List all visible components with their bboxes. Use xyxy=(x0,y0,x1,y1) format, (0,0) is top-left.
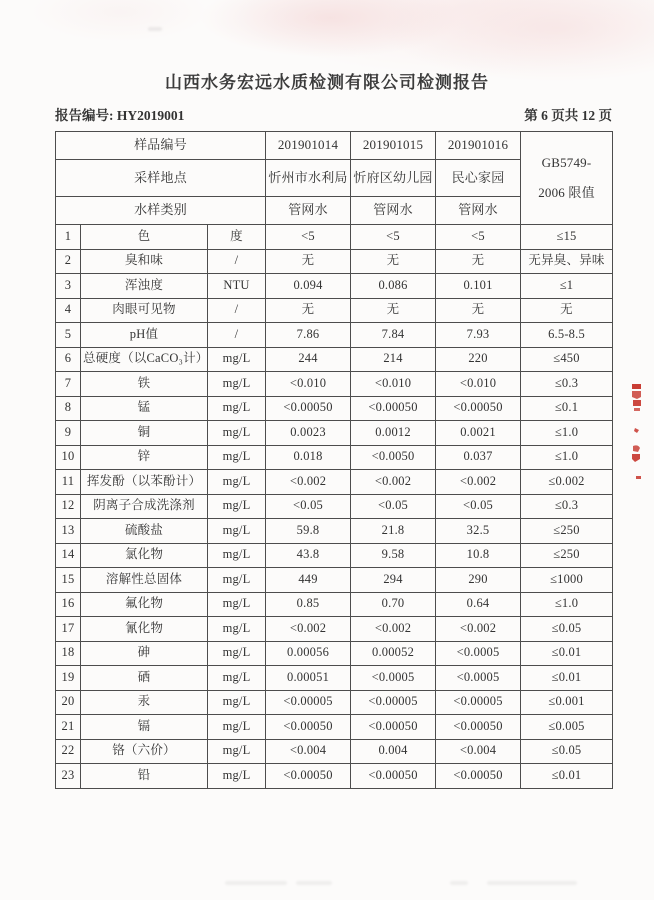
location-label: 采样地点 xyxy=(56,160,266,197)
row-number: 23 xyxy=(56,764,81,789)
scan-artifact xyxy=(487,881,577,885)
result-sample-3: 0.0021 xyxy=(436,421,521,446)
standard-limit: ≤15 xyxy=(521,225,613,250)
row-number: 8 xyxy=(56,396,81,421)
sample-id-3: 201901016 xyxy=(436,132,521,160)
standard-limit: ≤1000 xyxy=(521,568,613,593)
water-type-3: 管网水 xyxy=(436,197,521,225)
result-sample-3: 10.8 xyxy=(436,543,521,568)
parameter-unit: mg/L xyxy=(208,715,266,740)
result-sample-2: 21.8 xyxy=(351,519,436,544)
report-number: 报告编号: HY2019001 xyxy=(55,108,185,123)
result-sample-1: <0.00050 xyxy=(266,764,351,789)
limit-header-line2: 2006 限值 xyxy=(538,185,595,200)
standard-limit: ≤450 xyxy=(521,347,613,372)
standard-limit: ≤250 xyxy=(521,543,613,568)
scan-artifact xyxy=(225,881,287,885)
result-sample-1: 0.094 xyxy=(266,274,351,299)
result-sample-2: <0.010 xyxy=(351,372,436,397)
result-sample-3: <0.0005 xyxy=(436,641,521,666)
result-sample-2: <0.002 xyxy=(351,617,436,642)
result-sample-3: 220 xyxy=(436,347,521,372)
parameter-unit: mg/L xyxy=(208,543,266,568)
standard-limit: ≤1 xyxy=(521,274,613,299)
result-sample-1: <0.004 xyxy=(266,739,351,764)
result-sample-2: <0.00050 xyxy=(351,764,436,789)
parameter-name: 铅 xyxy=(81,764,208,789)
parameter-name: 镉 xyxy=(81,715,208,740)
parameter-unit: NTU xyxy=(208,274,266,299)
standard-limit: 6.5-8.5 xyxy=(521,323,613,348)
parameter-unit: mg/L xyxy=(208,519,266,544)
table-row xyxy=(56,274,613,299)
result-sample-1: 7.86 xyxy=(266,323,351,348)
table-row xyxy=(56,617,613,642)
parameter-unit: / xyxy=(208,249,266,274)
parameter-unit: mg/L xyxy=(208,568,266,593)
standard-limit: ≤0.3 xyxy=(521,372,613,397)
standard-limit: ≤0.001 xyxy=(521,690,613,715)
result-sample-3: <0.010 xyxy=(436,372,521,397)
parameter-unit: mg/L xyxy=(208,347,266,372)
table-row xyxy=(56,666,613,691)
result-sample-2: 9.58 xyxy=(351,543,436,568)
row-number: 11 xyxy=(56,470,81,495)
parameter-unit: mg/L xyxy=(208,764,266,789)
standard-limit: ≤0.3 xyxy=(521,494,613,519)
table-row xyxy=(56,470,613,495)
row-number: 22 xyxy=(56,739,81,764)
row-number: 19 xyxy=(56,666,81,691)
result-sample-2: <0.002 xyxy=(351,470,436,495)
parameter-unit: / xyxy=(208,298,266,323)
row-number: 20 xyxy=(56,690,81,715)
result-sample-2: 214 xyxy=(351,347,436,372)
parameter-unit: mg/L xyxy=(208,592,266,617)
sample-id-2: 201901015 xyxy=(351,132,436,160)
result-sample-2: 7.84 xyxy=(351,323,436,348)
parameter-unit: mg/L xyxy=(208,470,266,495)
result-sample-1: 449 xyxy=(266,568,351,593)
result-sample-1: 0.018 xyxy=(266,445,351,470)
parameter-unit: mg/L xyxy=(208,445,266,470)
limit-header-line1: GB5749- xyxy=(541,154,592,170)
header-row-sample-id xyxy=(56,132,613,160)
result-sample-3: <0.0005 xyxy=(436,666,521,691)
result-sample-1: 59.8 xyxy=(266,519,351,544)
result-sample-1: 0.85 xyxy=(266,592,351,617)
result-sample-3: <0.05 xyxy=(436,494,521,519)
table-row xyxy=(56,323,613,348)
result-sample-1: 244 xyxy=(266,347,351,372)
parameter-name: 锰 xyxy=(81,396,208,421)
parameter-unit: mg/L xyxy=(208,739,266,764)
parameter-unit: mg/L xyxy=(208,617,266,642)
parameter-name: 硫酸盐 xyxy=(81,519,208,544)
table-row xyxy=(56,298,613,323)
parameter-unit: 度 xyxy=(208,225,266,250)
table-row xyxy=(56,543,613,568)
parameter-unit: mg/L xyxy=(208,690,266,715)
row-number: 5 xyxy=(56,323,81,348)
row-number: 17 xyxy=(56,617,81,642)
result-sample-1: <0.00050 xyxy=(266,396,351,421)
parameter-name: 氰化物 xyxy=(81,617,208,642)
result-sample-1: <0.05 xyxy=(266,494,351,519)
scan-artifact xyxy=(296,881,332,885)
parameter-unit: mg/L xyxy=(208,372,266,397)
parameter-name: 臭和味 xyxy=(81,249,208,274)
parameter-name: 氟化物 xyxy=(81,592,208,617)
row-number: 12 xyxy=(56,494,81,519)
standard-limit: ≤0.1 xyxy=(521,396,613,421)
parameter-unit: mg/L xyxy=(208,421,266,446)
result-sample-3: <0.002 xyxy=(436,617,521,642)
result-sample-3: <0.00050 xyxy=(436,396,521,421)
report-meta-row xyxy=(55,104,612,124)
table-row xyxy=(56,715,613,740)
parameter-name: 砷 xyxy=(81,641,208,666)
parameter-name: 阴离子合成洗涤剂 xyxy=(81,494,208,519)
table-row xyxy=(56,641,613,666)
parameter-name: pH值 xyxy=(81,323,208,348)
water-type-2: 管网水 xyxy=(351,197,436,225)
row-number: 15 xyxy=(56,568,81,593)
standard-limit: ≤0.01 xyxy=(521,641,613,666)
result-sample-2: 0.086 xyxy=(351,274,436,299)
result-sample-1: <0.010 xyxy=(266,372,351,397)
parameter-name: 铁 xyxy=(81,372,208,397)
standard-limit: ≤0.005 xyxy=(521,715,613,740)
result-sample-2: 无 xyxy=(351,249,436,274)
table-row xyxy=(56,568,613,593)
parameter-name: 铬（六价） xyxy=(81,739,208,764)
standard-limit: 无异臭、异味 xyxy=(521,249,613,274)
table-row xyxy=(56,372,613,397)
row-number: 21 xyxy=(56,715,81,740)
parameter-name: 溶解性总固体 xyxy=(81,568,208,593)
result-sample-1: 0.00056 xyxy=(266,641,351,666)
water-type-label: 水样类别 xyxy=(56,197,266,225)
result-sample-3: 290 xyxy=(436,568,521,593)
result-sample-3: <0.00050 xyxy=(436,715,521,740)
result-sample-2: 0.70 xyxy=(351,592,436,617)
scan-artifact xyxy=(450,881,468,885)
standard-limit: ≤1.0 xyxy=(521,592,613,617)
parameter-unit: / xyxy=(208,323,266,348)
parameter-name: 氯化物 xyxy=(81,543,208,568)
scan-artifact xyxy=(148,27,162,31)
water-quality-results-table xyxy=(55,131,613,789)
table-row xyxy=(56,690,613,715)
result-sample-1: <0.00005 xyxy=(266,690,351,715)
row-number: 18 xyxy=(56,641,81,666)
result-sample-3: 无 xyxy=(436,249,521,274)
parameter-name: 汞 xyxy=(81,690,208,715)
water-type-1: 管网水 xyxy=(266,197,351,225)
row-number: 1 xyxy=(56,225,81,250)
result-sample-3: 0.037 xyxy=(436,445,521,470)
result-sample-1: <0.002 xyxy=(266,617,351,642)
result-sample-3: 0.101 xyxy=(436,274,521,299)
sample-location-2: 忻府区幼儿园 xyxy=(351,160,436,197)
result-sample-2: <0.00005 xyxy=(351,690,436,715)
table-row xyxy=(56,445,613,470)
result-sample-2: <0.00050 xyxy=(351,715,436,740)
result-sample-2: 0.0012 xyxy=(351,421,436,446)
result-sample-2: <0.05 xyxy=(351,494,436,519)
result-sample-1: 0.0023 xyxy=(266,421,351,446)
result-sample-3: <5 xyxy=(436,225,521,250)
row-number: 6 xyxy=(56,347,81,372)
parameter-unit: mg/L xyxy=(208,641,266,666)
standard-limit: ≤0.01 xyxy=(521,764,613,789)
row-number: 7 xyxy=(56,372,81,397)
standard-limit: 无 xyxy=(521,298,613,323)
table-row xyxy=(56,739,613,764)
result-sample-2: <0.0005 xyxy=(351,666,436,691)
parameter-name: 硒 xyxy=(81,666,208,691)
parameter-name: 铜 xyxy=(81,421,208,446)
parameter-name: 浑浊度 xyxy=(81,274,208,299)
result-sample-2: <0.00050 xyxy=(351,396,436,421)
result-sample-1: 无 xyxy=(266,249,351,274)
sample-location-3: 民心家园 xyxy=(436,160,521,197)
parameter-name: 色 xyxy=(81,225,208,250)
result-sample-1: 无 xyxy=(266,298,351,323)
result-sample-3: <0.00005 xyxy=(436,690,521,715)
sample-id-label: 样品编号 xyxy=(56,132,266,160)
result-sample-2: 无 xyxy=(351,298,436,323)
result-sample-3: 7.93 xyxy=(436,323,521,348)
standard-limit: ≤1.0 xyxy=(521,421,613,446)
standard-limit: ≤0.002 xyxy=(521,470,613,495)
result-sample-2: <0.0050 xyxy=(351,445,436,470)
result-sample-2: 0.004 xyxy=(351,739,436,764)
table-row xyxy=(56,225,613,250)
result-sample-2: 294 xyxy=(351,568,436,593)
result-sample-1: <0.00050 xyxy=(266,715,351,740)
table-row xyxy=(56,519,613,544)
page-title: 山西水务宏远水质检测有限公司检测报告 xyxy=(165,73,489,92)
standard-limit: ≤0.01 xyxy=(521,666,613,691)
row-number: 10 xyxy=(56,445,81,470)
result-sample-3: <0.002 xyxy=(436,470,521,495)
row-number: 4 xyxy=(56,298,81,323)
parameter-name: 肉眼可见物 xyxy=(81,298,208,323)
row-number: 14 xyxy=(56,543,81,568)
table-row xyxy=(56,421,613,446)
table-row xyxy=(56,494,613,519)
parameter-name: 锌 xyxy=(81,445,208,470)
result-sample-2: <5 xyxy=(351,225,436,250)
standard-limit: ≤0.05 xyxy=(521,739,613,764)
table-row xyxy=(56,396,613,421)
result-sample-2: 0.00052 xyxy=(351,641,436,666)
row-number: 9 xyxy=(56,421,81,446)
row-number: 16 xyxy=(56,592,81,617)
parameter-unit: mg/L xyxy=(208,396,266,421)
result-sample-1: 0.00051 xyxy=(266,666,351,691)
table-row xyxy=(56,249,613,274)
result-sample-3: <0.00050 xyxy=(436,764,521,789)
standard-limit: ≤0.05 xyxy=(521,617,613,642)
result-sample-1: <0.002 xyxy=(266,470,351,495)
row-number: 2 xyxy=(56,249,81,274)
standard-limit: ≤250 xyxy=(521,519,613,544)
row-number: 13 xyxy=(56,519,81,544)
result-sample-3: 32.5 xyxy=(436,519,521,544)
table-row xyxy=(56,347,613,372)
result-sample-1: 43.8 xyxy=(266,543,351,568)
page-indicator: 第 6 页共 12 页 xyxy=(524,108,612,123)
result-sample-3: <0.004 xyxy=(436,739,521,764)
table-row xyxy=(56,592,613,617)
parameter-name: 挥发酚（以苯酚计） xyxy=(81,470,208,495)
row-number: 3 xyxy=(56,274,81,299)
result-sample-1: <5 xyxy=(266,225,351,250)
parameter-name: 总硬度（以CaCO₃计） xyxy=(81,347,208,372)
sample-id-1: 201901014 xyxy=(266,132,351,160)
sample-location-1: 忻州市水利局 xyxy=(266,160,351,197)
result-sample-3: 无 xyxy=(436,298,521,323)
parameter-unit: mg/L xyxy=(208,666,266,691)
standard-limit: ≤1.0 xyxy=(521,445,613,470)
result-sample-3: 0.64 xyxy=(436,592,521,617)
parameter-unit: mg/L xyxy=(208,494,266,519)
table-row xyxy=(56,764,613,789)
red-seal-fragment-icon xyxy=(628,382,646,484)
limit-column-header xyxy=(521,132,613,225)
